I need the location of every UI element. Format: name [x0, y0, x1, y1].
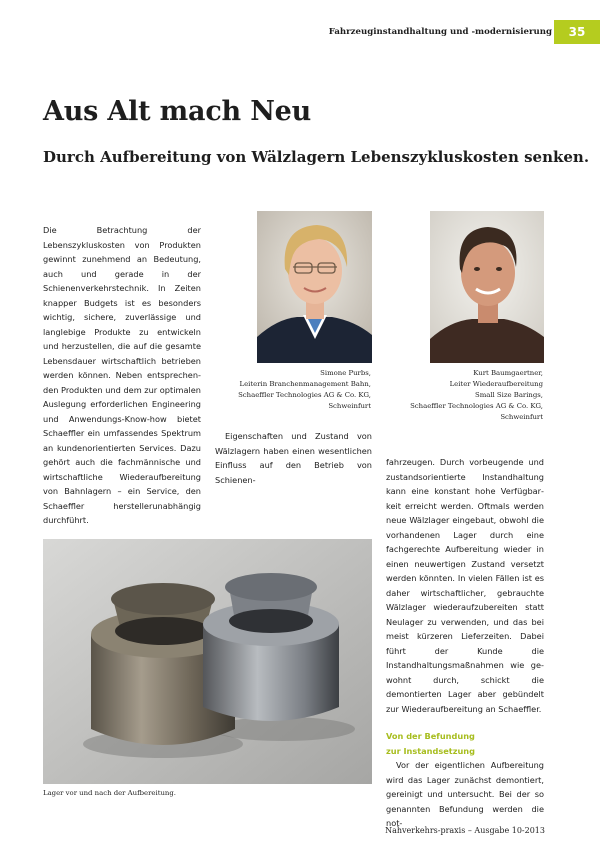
bearing-caption: Lager vor und nach der Aufbereitung. — [43, 789, 176, 797]
caption-city: Schweinfurt — [500, 413, 543, 421]
caption-dept: Small Size Barings, — [474, 391, 543, 399]
text-column-3 — [386, 455, 544, 831]
portrait-photo-baumgaertner — [430, 211, 544, 363]
article-subtitle: Durch Aufbereitung von Wälzlagern Lebenszykluskosten senken. — [43, 148, 590, 166]
caption-name: Kurt Baumgaertner, — [473, 369, 543, 377]
bearing-photo — [43, 539, 372, 784]
body-paragraph: Eigenschaften und Zustand von Wälzlagern haben einen wesentlichen Einfluss auf den Betrieb von Schienen- — [215, 431, 372, 485]
intro-paragraph: Die Betrachtung der Lebenszykluskosten von Produkten gewinnt zunehmend an Bedeutung, auch und gerade in der Schienenverkehrstechnik. In Zeiten knapper Budgets ist es besonders wichtig, sichere, zuverlässige und langlebige Produkte zu entwickeln und herzustellen, die auf die gesamte Lebensdauer wirtschaftlich betrieben werden können. Neben entsprechenden Produkten und dem zur optimalen Auslegung erforderlichen Engineering und Anwendungs-Know-how bietet Schaeffler ein umfassendes Spektrum an kundenorientierten Services. Dazu gehört auch die fachmännische und wirtschaftliche Wiederaufbereitung von Bahnlagern – ein Service, den Schaeffler herstellerunabhängig durchführt. — [43, 225, 201, 525]
article-title: Aus Alt mach Neu — [43, 96, 312, 127]
body-paragraph: Vor der eigentlichen Aufbereitung wird das Lager zunächst demontiert, gereinigt und untersucht. Bei der so genannten Befundung werden die not- — [386, 760, 544, 828]
page-footer: Nahverkehrs-praxis – Ausgabe 10-2013 — [385, 826, 545, 835]
portrait-purbs-image — [257, 211, 372, 363]
portrait-photo-purbs — [257, 211, 372, 363]
subheading-line-2: zur Instandsetzung — [386, 745, 475, 756]
caption-city: Schweinfurt — [328, 402, 371, 410]
caption-baumgaertner — [373, 368, 543, 423]
text-column-2 — [215, 429, 372, 487]
bearing-image — [43, 539, 372, 784]
body-paragraph: fahrzeugen. Durch vorbeugende und zustandsorientierte Instandhaltung kann eine konstant hohe Verfügbarkeit erreicht werden. Oftmals werden neue Wälzlager eingebaut, obwohl die vorhandenen Lager durch eine fachgerechte Aufbereitung wieder in einen neuwertigen Zustand versetzt werden könnten. In vielen Fällen ist es daher wirtschaftlicher, gebrauchte Wälzlager wiederaufzubereiten statt Neulager zu verwenden, und das bei meist kürzeren Lieferzeiten. Dabei führt der Kunde die Instandhaltungsmaßnahmen wie gewohnt durch, schickt die demontierten Lager aber gebündelt zur Wiederaufbereitung an Schaeffler. — [386, 457, 544, 714]
caption-company: Schaeffler Technologies AG & Co. KG, — [410, 402, 543, 410]
caption-name: Simone Purbs, — [320, 369, 371, 377]
caption-role: Leiter Wiederaufbereitung — [449, 380, 543, 388]
portrait-baumgaertner-image — [430, 211, 544, 363]
text-column-1 — [43, 223, 201, 528]
caption-purbs — [201, 368, 371, 412]
section-header: Fahrzeuginstandhaltung und -modernisierung — [328, 27, 552, 37]
subheading — [386, 729, 544, 758]
subheading-line-1: Von der Befundung — [386, 731, 475, 741]
page-number: 35 — [554, 20, 600, 44]
caption-role: Leiterin Branchenmanagement Bahn, — [239, 380, 371, 388]
caption-company: Schaeffler Technologies AG & Co. KG, — [238, 391, 371, 399]
